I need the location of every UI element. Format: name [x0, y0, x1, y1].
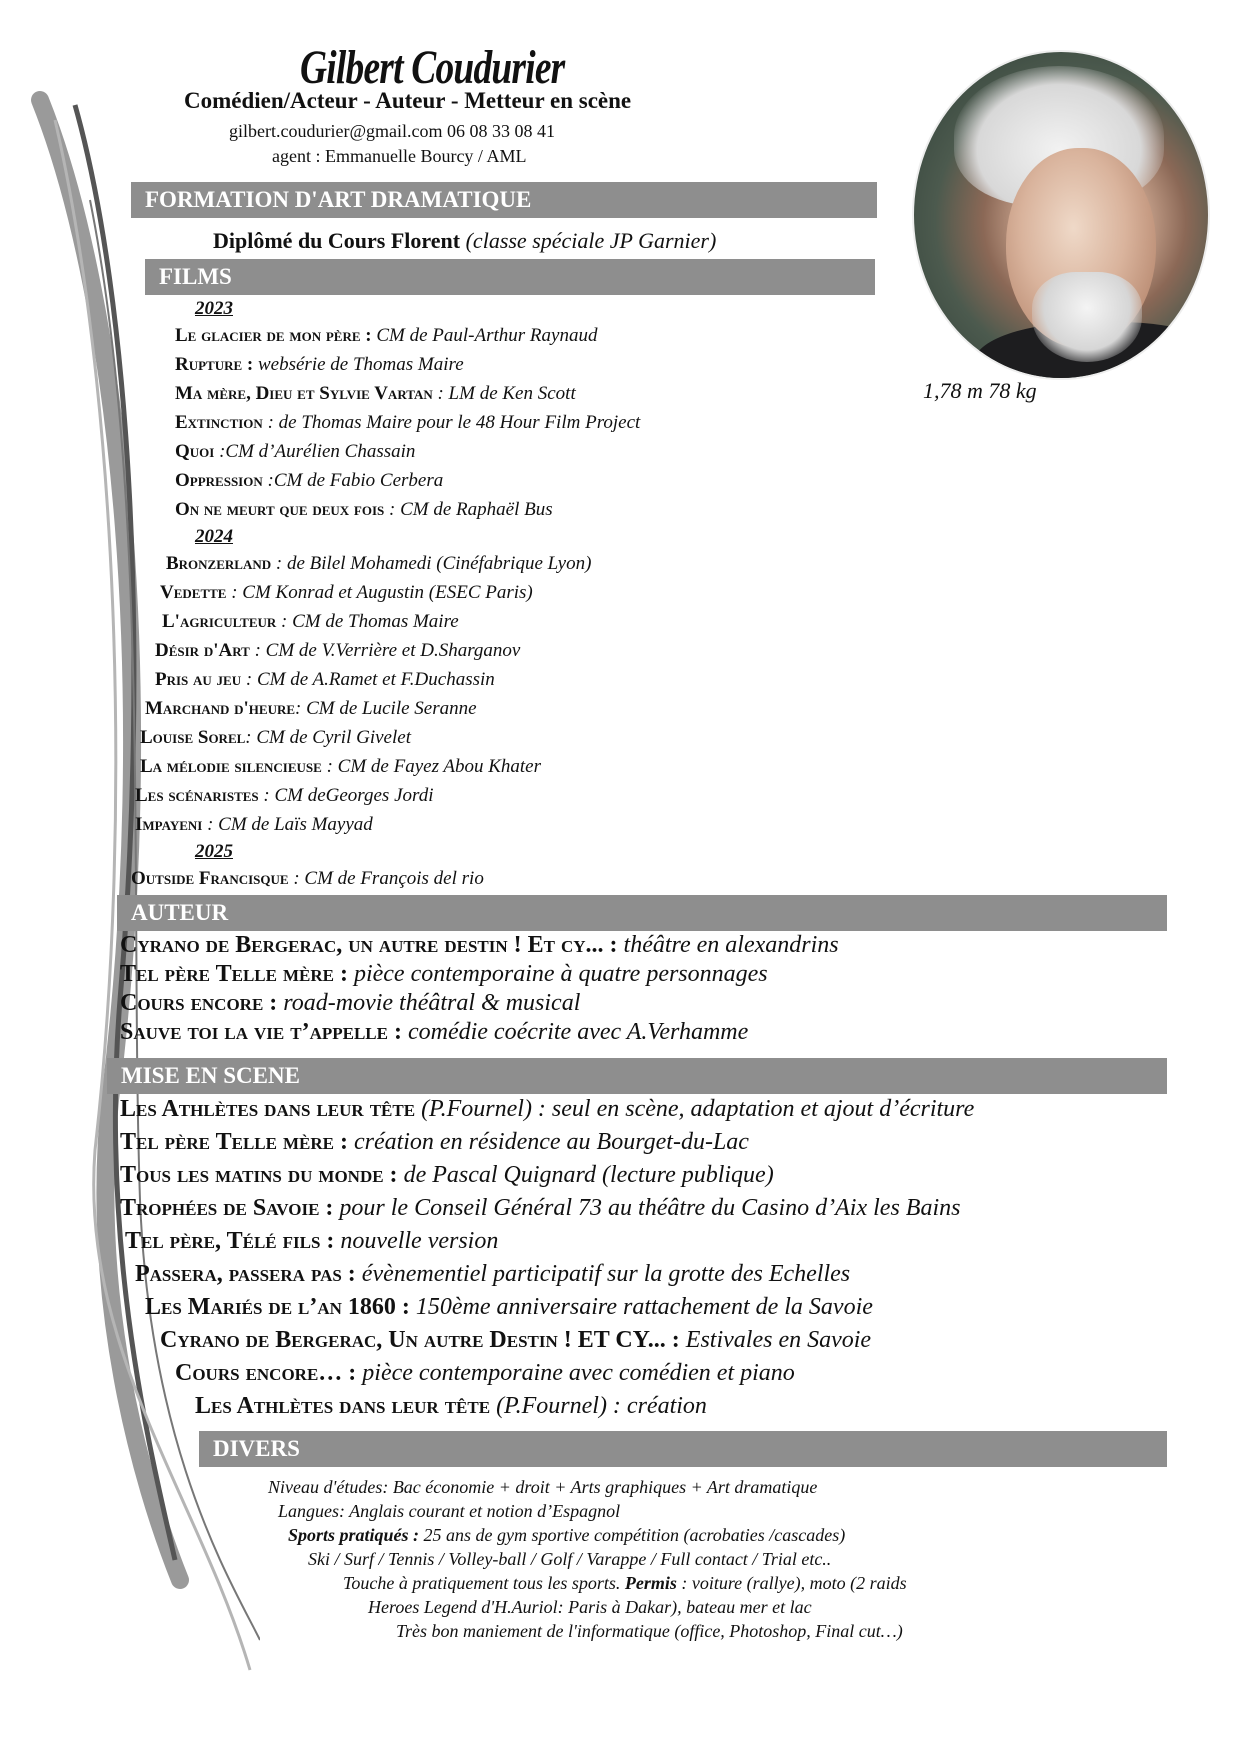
film-item: Impayeni : CM de Laïs Mayyad	[135, 814, 373, 835]
divers-informatique: Très bon maniement de l'informatique (office, Photoshop, Final cut…)	[396, 1621, 903, 1641]
mise-en-scene-item: Passera, passera pas : évènementiel participatif sur la grotte des Echelles	[135, 1261, 851, 1287]
film-item: Bronzerland : de Bilel Mohamedi (Cinéfabrique Lyon)	[166, 553, 592, 574]
name-signature: Gilbert Coudurier	[300, 41, 565, 94]
mise-en-scene-item: Cyrano de Bergerac, Un autre Destin ! ET CY... : Estivales en Savoie	[160, 1327, 872, 1353]
film-item: Pris au jeu : CM de A.Ramet et F.Duchassin	[155, 669, 495, 690]
subtitle: Comédien/Acteur - Auteur - Metteur en scène	[184, 88, 632, 113]
divers-heroes: Heroes Legend d'H.Auriol: Paris à Dakar), bateau mer et lac	[368, 1597, 812, 1617]
film-item: Ma mère, Dieu et Sylvie Vartan : LM de Ken Scott	[175, 383, 576, 404]
agent-line: agent : Emmanuelle Bourcy / AML	[272, 146, 527, 166]
film-item: Rupture : websérie de Thomas Maire	[175, 354, 464, 375]
height-weight: 1,78 m 78 kg	[923, 378, 1037, 403]
section-films-header: FILMS	[145, 259, 875, 295]
year-2025: 2025	[195, 841, 233, 862]
film-item: L'agriculteur : CM de Thomas Maire	[162, 611, 459, 632]
mise-en-scene-item: Cours encore… : pièce contemporaine avec comédien et piano	[175, 1360, 795, 1386]
film-item: Vedette : CM Konrad et Augustin (ESEC Paris)	[160, 582, 533, 603]
divers-etudes: Niveau d'études: Bac économie + droit + Arts graphiques + Art dramatique	[268, 1477, 818, 1497]
film-item: Les scénaristes : CM deGeorges Jordi	[135, 785, 434, 806]
auteur-item: Cyrano de Bergerac, un autre destin ! Et cy... : théâtre en alexandrins	[120, 932, 839, 958]
mise-en-scene-item: Trophées de Savoie : pour le Conseil Général 73 au théâtre du Casino d’Aix les Bains	[120, 1195, 961, 1221]
year-2023: 2023	[195, 298, 233, 319]
film-item: Désir d'Art : CM de V.Verrière et D.Sharganov	[155, 640, 521, 661]
divers-sports-list: Ski / Surf / Tennis / Volley-ball / Golf / Varappe / Full contact / Trial etc..	[308, 1549, 832, 1569]
mise-en-scene-item: Tel père Telle mère : création en résidence au Bourget-du-Lac	[120, 1129, 749, 1155]
mise-en-scene-item: Les Mariés de l’an 1860 : 150ème anniversaire rattachement de la Savoie	[145, 1294, 873, 1320]
film-item: On ne meurt que deux fois : CM de Raphaël Bus	[175, 499, 553, 520]
divers-langues: Langues: Anglais courant et notion d’Espagnol	[278, 1501, 621, 1521]
film-item: Le glacier de mon père : CM de Paul-Arthur Raynaud	[175, 325, 598, 346]
section-auteur-header: AUTEUR	[117, 895, 1167, 931]
mise-en-scene-item: Les Athlètes dans leur tête (P.Fournel) : seul en scène, adaptation et ajout d’écriture	[120, 1096, 975, 1122]
contact-line: gilbert.coudurier@gmail.com 06 08 33 08 41	[229, 121, 556, 141]
section-divers-header: DIVERS	[199, 1431, 1167, 1467]
auteur-item: Cours encore : road-movie théâtral & musical	[120, 990, 581, 1016]
formation-line: Diplômé du Cours Florent (classe spéciale JP Garnier)	[213, 228, 717, 253]
divers-permis: Touche à pratiquement tous les sports. Permis : voiture (rallye), moto (2 raids	[343, 1573, 907, 1593]
film-item: Marchand d'heure: CM de Lucile Seranne	[145, 698, 477, 719]
film-item: La mélodie silencieuse : CM de Fayez Abou Khater	[140, 756, 542, 777]
year-2024: 2024	[195, 526, 233, 547]
film-item: Quoi :CM d’Aurélien Chassain	[175, 441, 416, 462]
section-mise-en-scene-header: MISE EN SCENE	[107, 1058, 1167, 1094]
mise-en-scene-item: Tel père, Télé fils : nouvelle version	[125, 1228, 499, 1254]
film-item: Louise Sorel: CM de Cyril Givelet	[140, 727, 411, 748]
film-item: Outside Francisque : CM de François del rio	[131, 868, 484, 889]
mise-en-scene-item: Les Athlètes dans leur tête (P.Fournel) : création	[195, 1393, 707, 1419]
film-item: Extinction : de Thomas Maire pour le 48 Hour Film Project	[175, 412, 641, 433]
portrait-photo	[912, 50, 1210, 380]
mise-en-scene-item: Tous les matins du monde : de Pascal Quignard (lecture publique)	[120, 1162, 774, 1188]
divers-sports: Sports pratiqués : 25 ans de gym sportive compétition (acrobaties /cascades)	[288, 1525, 846, 1545]
auteur-item: Tel père Telle mère : pièce contemporaine à quatre personnages	[120, 961, 768, 987]
section-formation-header: FORMATION D'ART DRAMATIQUE	[131, 182, 877, 218]
auteur-item: Sauve toi la vie t’appelle : comédie coécrite avec A.Verhamme	[120, 1019, 749, 1045]
film-item: Oppression :CM de Fabio Cerbera	[175, 470, 444, 491]
